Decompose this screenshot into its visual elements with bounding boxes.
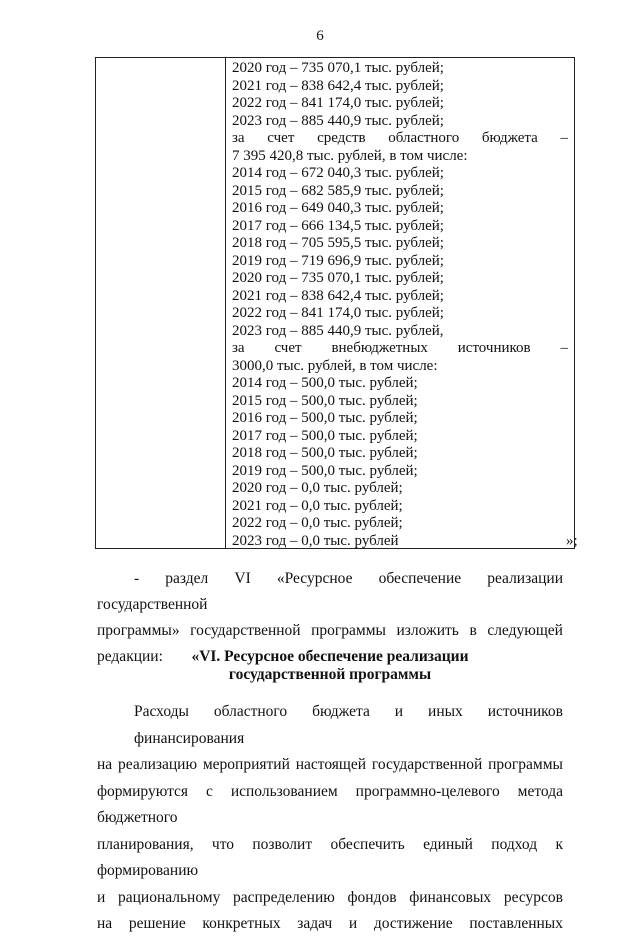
table-line: 2019 год – 719 696,9 тыс. рублей;: [232, 252, 444, 269]
word: в: [469, 622, 477, 639]
table-line: 2023 год – 0,0 тыс. рублей: [232, 532, 399, 549]
word: настоящей: [295, 756, 367, 773]
word: достижение: [373, 915, 453, 932]
word: следующей: [487, 622, 563, 639]
table-line: 2022 год – 841 174,0 тыс. рублей;: [232, 95, 444, 111]
word: бюджета: [481, 130, 538, 146]
word: счет: [274, 340, 302, 356]
body-line: [97, 752, 563, 779]
word: и: [348, 915, 358, 932]
table-line: 2015 год – 500,0 тыс. рублей;: [232, 392, 418, 409]
funding-cell: [232, 60, 568, 550]
table-line: 2022 год – 841 174,0 тыс. рублей;: [232, 305, 444, 321]
word: и: [97, 888, 106, 906]
table-line: 2020 год – 735 070,1 тыс. рублей;: [232, 60, 444, 76]
funding-table: [95, 57, 575, 549]
word: финансовых: [409, 888, 492, 906]
table-line: 2020 год – 735 070,1 тыс. рублей;: [232, 270, 444, 286]
table-line: 2014 год – 500,0 тыс. рублей;: [232, 375, 418, 391]
section-heading-line: государственной программы: [228, 666, 432, 683]
page-number: 6: [316, 28, 324, 44]
word: внебюджетных: [331, 340, 428, 356]
table-line: 2015 год – 682 585,9 тыс. рублей;: [232, 182, 444, 199]
word: конкретных: [202, 915, 281, 932]
table-line: 2021 год – 0,0 тыс. рублей;: [232, 497, 403, 514]
word: средств: [317, 130, 366, 146]
word: задач: [297, 915, 333, 932]
extrabudgetary-total: 3000,0 тыс. рублей, в том числе:: [232, 357, 438, 374]
table-line: 2020 год – 0,0 тыс. рублей;: [232, 480, 403, 496]
word: на: [97, 915, 113, 932]
regional-budget-total: 7 395 420,8 тыс. рублей, в том числе:: [232, 147, 468, 164]
closing-quote-mark: »;: [566, 533, 578, 549]
amendment-line: - раздел VI «Ресурсное обеспечение реализации государственной: [97, 570, 563, 613]
word: программы: [488, 756, 563, 773]
word: реализацию: [118, 756, 198, 773]
word: поставленных: [469, 915, 563, 932]
body-line: [97, 885, 563, 912]
table-column-divider: [225, 58, 226, 548]
body-line: формируются с использованием программно-целевого метода бюджетного: [97, 782, 563, 826]
amendment-line: [97, 618, 563, 644]
table-line: 2022 год – 0,0 тыс. рублей;: [232, 515, 403, 531]
word: счет: [267, 130, 295, 146]
table-line: 2016 год – 500,0 тыс. рублей;: [232, 410, 418, 426]
table-line: 2016 год – 649 040,3 тыс. рублей;: [232, 200, 444, 216]
table-line: 2018 год – 500,0 тыс. рублей;: [232, 445, 418, 461]
word: фондов: [347, 888, 397, 906]
table-line: 2021 год – 838 642,4 тыс. рублей;: [232, 287, 444, 304]
table-line: 2014 год – 672 040,3 тыс. рублей;: [232, 165, 444, 181]
word: распределению: [233, 888, 335, 906]
word: программы»: [97, 622, 180, 639]
word: областного: [388, 130, 460, 146]
table-line: 2019 год – 500,0 тыс. рублей;: [232, 462, 418, 479]
section-heading-line: «VI. Ресурсное обеспечение реализации: [191, 648, 469, 665]
word: государственной: [190, 622, 301, 639]
table-line: 2023 год – 885 440,9 тыс. рублей;: [232, 112, 444, 129]
amendment-line: редакции:: [97, 648, 163, 665]
extrabudgetary-line: [232, 340, 568, 358]
word: ресурсов: [503, 888, 563, 906]
table-line: 2021 год – 838 642,4 тыс. рублей;: [232, 77, 444, 94]
table-line: 2018 год – 705 595,5 тыс. рублей;: [232, 235, 444, 251]
word: мероприятий: [202, 756, 290, 773]
word: за: [232, 130, 245, 146]
body-paragraph: [97, 699, 563, 938]
table-line: 2017 год – 500,0 тыс. рублей;: [232, 427, 418, 444]
body-line: планирования, что позволит обеспечить единый подход к формированию: [97, 835, 563, 879]
section-heading: [95, 648, 565, 684]
body-line: Расходы областного бюджета и иных источников финансирования: [134, 703, 563, 747]
word: программы: [311, 622, 386, 639]
word: –: [560, 340, 568, 356]
word: решение: [128, 915, 186, 932]
word: изложить: [396, 622, 459, 639]
word: источников: [457, 340, 531, 356]
table-line: 2023 год – 885 440,9 тыс. рублей,: [232, 322, 444, 339]
word: на: [97, 756, 113, 773]
word: рациональному: [117, 888, 221, 906]
word: государственной: [371, 756, 483, 773]
word: –: [560, 130, 568, 146]
word: за: [232, 340, 245, 356]
body-line: [97, 911, 563, 938]
regional-budget-line: [232, 130, 568, 148]
table-line: 2017 год – 666 134,5 тыс. рублей;: [232, 217, 444, 234]
